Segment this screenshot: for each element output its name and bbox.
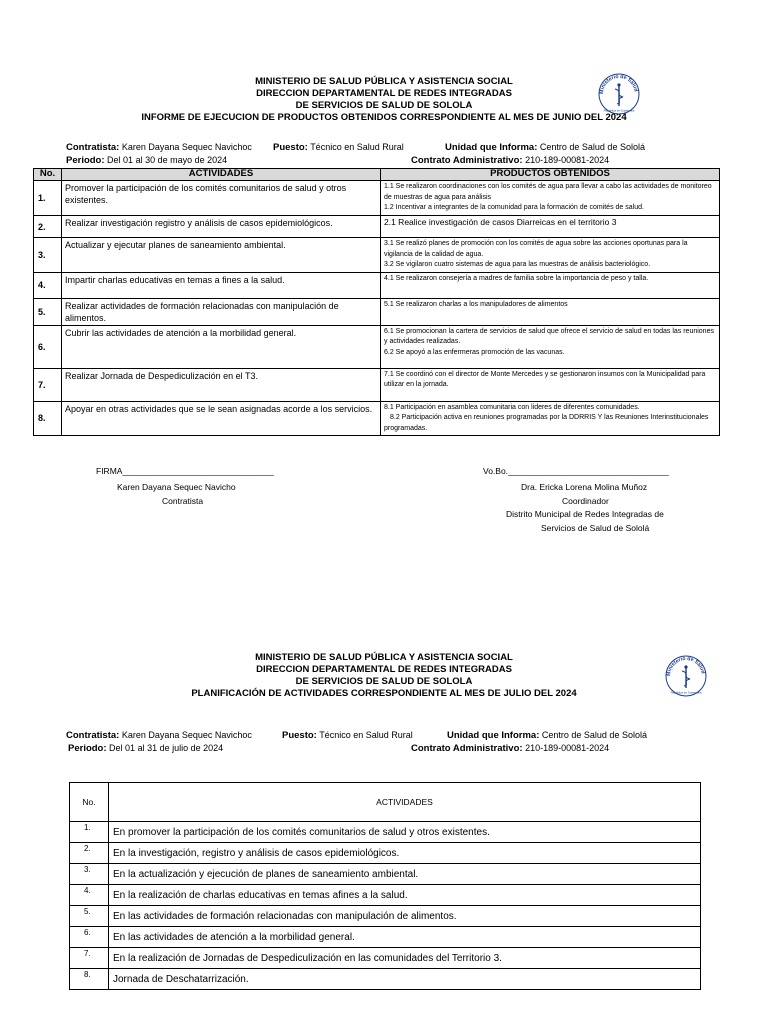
periodo-value: Del 01 al 30 de mayo de 2024: [107, 155, 228, 165]
plan-table: [69, 782, 701, 990]
header-ministry: MINISTERIO DE SALUD PÚBLICA Y ASISTENCIA SOCIAL: [255, 76, 513, 87]
row-products: 7.1 Se coordinó con el director de Monte Mercedes y se gestionaron insumos con la Municipalidad para utilizar en la jornada.: [381, 368, 720, 401]
table-row: [34, 298, 720, 325]
row-number: 1.: [34, 181, 62, 216]
row-activity: En la actualización y ejecución de planes de saneamiento ambiental.: [109, 864, 701, 885]
puesto-field: Puesto: Técnico en Salud Rural: [273, 142, 404, 153]
unidad-field: Unidad que Informa: Centro de Salud de Sololá: [445, 142, 645, 153]
row-activity: Realizar investigación registro y análisis de casos epidemiológicos.: [62, 216, 381, 238]
header-services: DE SERVICIOS DE SALUD DE SOLOLA: [295, 100, 473, 111]
row-number: 3.: [70, 864, 109, 885]
puesto-field: Puesto: Técnico en Salud Rural: [282, 730, 413, 741]
header-direction: DIRECCION DEPARTAMENTAL DE REDES INTEGRADAS: [256, 88, 512, 99]
signature-right-role: Coordinador: [562, 496, 609, 506]
col-header-no: No.: [34, 169, 62, 181]
contratista-value: Karen Dayana Sequec Navichoc: [121, 142, 252, 152]
unidad-value: Centro de Salud de Sololá: [539, 142, 645, 152]
seal-text: Ministerio de Salud: [665, 655, 706, 677]
table-row: [34, 325, 720, 368]
unidad-field: Unidad que Informa: Centro de Salud de Sololá: [447, 730, 647, 741]
header-ministry: MINISTERIO DE SALUD PÚBLICA Y ASISTENCIA SOCIAL: [255, 652, 513, 663]
table-row: [34, 401, 720, 436]
row-number: 5.: [70, 906, 109, 927]
table-row: [34, 238, 720, 273]
ministry-seal-icon: [597, 72, 641, 116]
signature-right-org1: Distrito Municipal de Redes Integradas de: [506, 509, 664, 519]
row-number: 8.: [34, 401, 62, 436]
table-row: [70, 906, 701, 927]
row-activity: En la realización de Jornadas de Despediculización en las comunidades del Territorio 3.: [109, 948, 701, 969]
row-activity: Promover la participación de los comités comunitarios de salud y otros existentes.: [62, 181, 381, 216]
row-number: 1.: [70, 822, 109, 843]
row-number: 6.: [70, 927, 109, 948]
col-header-actividades: ACTIVIDADES: [109, 783, 701, 822]
row-products: 2.1 Realice investigación de casos Diarreicas en el territorio 3: [381, 216, 720, 238]
table-row: [34, 368, 720, 401]
report-header: [0, 76, 768, 124]
signature-left-role: Contratista: [162, 496, 204, 506]
contrato-field: Contrato Administrativo: 210-189-00081-2024: [411, 155, 610, 166]
puesto-value: Técnico en Salud Rural: [310, 142, 404, 152]
signature-left-name: Karen Dayana Sequec Navicho: [117, 482, 236, 492]
col-header-no: No.: [70, 783, 109, 822]
signature-right-name: Dra. Ericka Lorena Molina Muñoz: [521, 482, 648, 492]
row-number: 3.: [34, 238, 62, 273]
periodo-value: Del 01 al 31 de julio de 2024: [109, 743, 224, 753]
header-direction: DIRECCION DEPARTAMENTAL DE REDES INTEGRADAS: [256, 664, 512, 675]
row-activity: En promover la participación de los comités comunitarios de salud y otros existentes.: [109, 822, 701, 843]
contratista-field: Contratista: Karen Dayana Sequec Navichoc: [66, 142, 252, 153]
plan-header: [0, 652, 768, 700]
periodo-field: Periodo: Del 01 al 30 de mayo de 2024: [66, 155, 228, 166]
row-number: 4.: [34, 272, 62, 298]
row-number: 7.: [34, 368, 62, 401]
plan-title: PLANIFICACIÓN DE ACTIVIDADES CORRESPONDIENTE AL MES DE JULIO DEL 2024: [191, 688, 577, 699]
table-row: [70, 969, 701, 990]
row-number: 5.: [34, 298, 62, 325]
contrato-value: 210-189-00081-2024: [525, 743, 610, 753]
row-number: 2.: [34, 216, 62, 238]
row-activity: Impartir charlas educativas en temas a fines a la salud.: [62, 272, 381, 298]
seal-subtext: República de Guatemala: [603, 108, 635, 113]
col-header-actividades: ACTIVIDADES: [62, 169, 381, 181]
row-products: 6.1 Se promocionan la cartera de servicios de salud que ofrece el servicio de salud en todas las reuniones y actividades realizadas. 6.2 Se apoyó a las enfermeras promoción de las vacunas.: [381, 325, 720, 368]
puesto-value: Técnico en Salud Rural: [319, 730, 413, 740]
signature-right-org2: Servicios de Salud de Sololá: [541, 523, 650, 533]
report-title: INFORME DE EJECUCION DE PRODUCTOS OBTENIDOS CORRESPONDIENTE AL MES DE JUNIO DEL 2024: [141, 112, 627, 123]
table-row: [70, 843, 701, 864]
row-activity: En la investigación, registro y análisis de casos epidemiológicos.: [109, 843, 701, 864]
row-products: 8.1 Participación en asamblea comunitaria con lideres de diferentes comunidades. 8.2 Participación activa en reuniones programadas por la DDRRIS Y las Reuniones Interinstitucionales programadas.: [381, 401, 720, 436]
row-activity: En las actividades de formación relacionadas con manipulación de alimentos.: [109, 906, 701, 927]
header-services: DE SERVICIOS DE SALUD DE SOLOLA: [295, 676, 473, 687]
row-activity: Realizar actividades de formación relacionadas con manipulación de alimentos.: [62, 298, 381, 325]
seal-subtext: República de Guatemala: [670, 690, 702, 695]
row-activity: En la realización de charlas educativas en temas afines a la salud.: [109, 885, 701, 906]
row-products: 4.1 Se realizaron consejería a madres de familia sobre la importancia de peso y talla.: [381, 272, 720, 298]
table-row: [34, 216, 720, 238]
row-number: 8.: [70, 969, 109, 990]
signature-right-line: Vo.Bo.__________________________________: [483, 466, 669, 476]
row-activity: Actualizar y ejecutar planes de saneamiento ambiental.: [62, 238, 381, 273]
table-row: [70, 927, 701, 948]
periodo-field: Periodo: Del 01 al 31 de julio de 2024: [68, 743, 224, 754]
contratista-value: Karen Dayana Sequec Navichoc: [121, 730, 252, 740]
row-activity: Realizar Jornada de Despediculización en el T3.: [62, 368, 381, 401]
table-row: [70, 885, 701, 906]
seal-text: Ministerio de Salud: [598, 73, 639, 95]
row-number: 2.: [70, 843, 109, 864]
row-number: 7.: [70, 948, 109, 969]
row-activity: Apoyar en otras actividades que se le sean asignadas acorde a los servicios.: [62, 401, 381, 436]
unidad-value: Centro de Salud de Sololá: [541, 730, 647, 740]
row-number: 6.: [34, 325, 62, 368]
col-header-productos: PRODUCTOS OBTENIDOS: [381, 169, 720, 181]
ministry-seal-icon: [664, 654, 708, 698]
row-number: 4.: [70, 885, 109, 906]
row-products: 5.1 Se realizaron charlas a los manipuladores de alimentos: [381, 298, 720, 325]
contrato-field: Contrato Administrativo: 210-189-00081-2024: [411, 743, 610, 754]
row-activity: En las actividades de atención a la morbilidad general.: [109, 927, 701, 948]
report-table: [33, 168, 720, 436]
table-row: [70, 948, 701, 969]
contratista-field: Contratista: Karen Dayana Sequec Navichoc: [66, 730, 252, 741]
signature-left-line: FIRMA________________________________: [96, 466, 274, 476]
row-activity: Cubrir las actividades de atención a la morbilidad general.: [62, 325, 381, 368]
table-row: [70, 822, 701, 843]
table-row: [34, 181, 720, 216]
table-row: [34, 272, 720, 298]
row-products: 1.1 Se realizaron coordinaciones con los comités de agua para llevar a cabo las actividades de monitoreo de muestras de agua para análisis 1.2 Incentivar a integrantes de la comunidad para la formación de comités de salud.: [381, 181, 720, 216]
contrato-value: 210-189-00081-2024: [525, 155, 610, 165]
table-row: [70, 864, 701, 885]
row-activity: Jornada de Deschatarrización.: [109, 969, 701, 990]
row-products: 3.1 Se realizó planes de promoción con los comités de agua sobre las acciones oportunas para la vigilancia de la calidad de agua. 3.2 Se vigilaron cuatro sistemas de agua para las muestras de análisis bacteriológico.: [381, 238, 720, 273]
